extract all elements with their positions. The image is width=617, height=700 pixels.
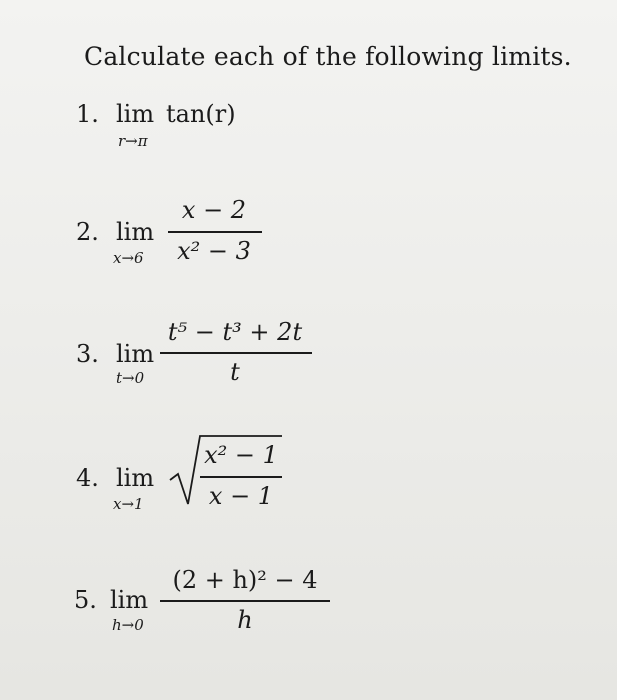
limit-expression: tan(r) — [166, 100, 236, 128]
fraction-numerator: t⁵ − t³ + 2t — [167, 318, 303, 346]
fraction-bar — [200, 476, 282, 478]
lim-subscript: t→0 — [116, 369, 145, 387]
lim-operator: lim — [116, 464, 155, 492]
fraction-numerator: x² − 1 — [204, 441, 278, 469]
fraction-denominator: x² − 3 — [177, 237, 251, 265]
fraction-numerator: (2 + h)² − 4 — [172, 566, 318, 594]
lim-subscript: x→6 — [113, 249, 144, 267]
problem-number: 2. — [76, 218, 99, 246]
lim-subscript: r→π — [118, 132, 148, 150]
fraction-denominator: t — [230, 358, 240, 386]
worksheet-title: Calculate each of the following limits. — [84, 42, 572, 71]
problem-number: 5. — [74, 586, 97, 614]
fraction-bar — [160, 600, 330, 602]
lim-operator: lim — [116, 100, 155, 128]
lim-subscript: x→1 — [113, 495, 144, 513]
fraction-bar — [168, 231, 262, 233]
problem-number: 4. — [76, 464, 99, 492]
fraction-denominator: h — [237, 606, 253, 634]
lim-operator: lim — [116, 340, 155, 368]
problem-number: 1. — [76, 100, 99, 128]
lim-operator: lim — [110, 586, 149, 614]
fraction-numerator: x − 2 — [181, 196, 247, 224]
fraction-bar — [160, 352, 312, 354]
lim-subscript: h→0 — [112, 616, 144, 634]
lim-operator: lim — [116, 218, 155, 246]
fraction-denominator: x − 1 — [208, 482, 274, 510]
problem-number: 3. — [76, 340, 99, 368]
